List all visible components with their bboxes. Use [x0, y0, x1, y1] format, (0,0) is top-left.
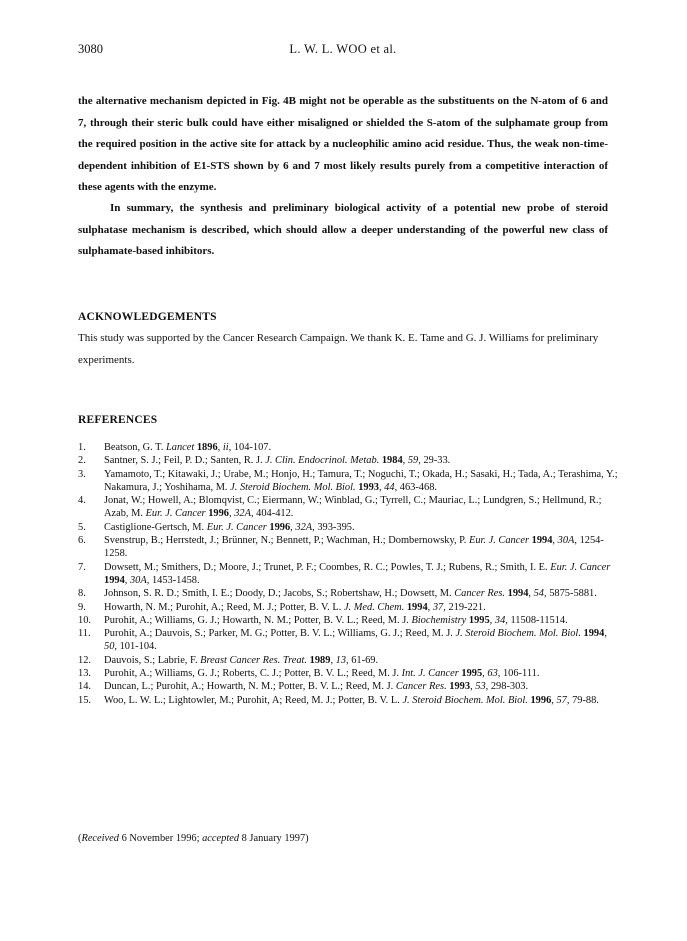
reference-number: 13.: [78, 668, 91, 680]
reference-volume: 59: [407, 455, 419, 467]
reference-journal: Lancet: [165, 442, 195, 453]
reference-journal: Eur. J. Cancer: [206, 521, 267, 533]
reference-item: 15. Woo, L. W. L.; Lightowler, M.; Purohit, A; Reed, M. J.; Potter, B. V. L. J. Steroid Biochem. Mol. Biol. 1996, 57, 79-88.: [78, 694, 599, 706]
reference-number: 11.: [78, 628, 91, 640]
reference-authors: Purohit, A.; Williams, G. J.; Howarth, N. M.; Potter, B. V. L.; Reed, M. J.: [104, 614, 409, 626]
reference-pages: 61-69.: [351, 654, 379, 666]
reference-item: 11. Purohit, A.; Dauvois, S.; Parker, M. G.; Potter, B. V. L.; Williams, G. J.; Reed, M. J. J. Steroid Biochem. Mol. Biol. 1994, 50, 101-104.: [78, 628, 607, 653]
accepted-date: 8 January: [241, 833, 282, 844]
reference-number: 2.: [78, 455, 86, 467]
reference-journal: Int. J. Cancer: [401, 668, 459, 680]
running-head: L. W. L. WOO et al.: [289, 42, 397, 56]
reference-journal: Biochemistry: [411, 614, 467, 626]
reference-number: 12.: [78, 654, 91, 666]
reference-number: 1.: [78, 442, 86, 453]
page-number: 3080: [78, 42, 103, 56]
reference-volume: 37: [432, 601, 444, 613]
reference-pages: 393-395.: [317, 521, 355, 533]
reference-journal: Eur. J. Cancer: [469, 535, 530, 547]
reference-journal: J. Med. Chem.: [343, 601, 405, 613]
reference-volume: 54: [533, 588, 544, 600]
reference-year: 1993: [449, 681, 471, 693]
received-label: Received: [81, 833, 119, 844]
reference-authors: Purohit, A.; Williams, G. J.; Roberts, C. J.; Potter, B. V. L.; Reed, M. J.: [104, 668, 400, 680]
reference-year: 1994: [104, 574, 125, 586]
received-date: 6 November 1996;: [121, 833, 200, 844]
reference-authors: Yamamoto, T.; Kitawaki, J.; Urabe, M.; Honjo, H.; Tamura, T.; Noguchi, T.; Okada, H.; Sasaki, H.; Tada, A.; Terashima, Y.; Nakamura, J.; Yoshihama, M.: [104, 468, 618, 493]
reference-authors: Beatson, G. T.: [104, 442, 164, 453]
reference-year: 1995: [468, 614, 490, 626]
reference-year: 1994: [507, 588, 529, 600]
reference-authors: Dowsett, M.; Smithers, D.; Moore, J.; Trunet, P. F.; Coombes, R. C.; Powles, T. J.; Rubens, R.; Smith, I. E.: [104, 561, 548, 573]
reference-journal: J. Steroid Biochem. Mol. Biol.: [402, 694, 528, 706]
reference-item: 2. Santner, S. J.; Feil, P. D.; Santen, R. J. J. Clin. Endocrinol. Metab. 1984, 59, 29-33.: [78, 455, 451, 467]
reference-item: 14. Duncan, L.; Purohit, A.; Howarth, N. M.; Potter, B. V. L.; Reed, M. J. Cancer Res. 1993, 53, 298-303.: [78, 681, 529, 693]
reference-year: 1996: [208, 508, 229, 520]
reference-pages: 219-221.: [448, 601, 486, 613]
reference-item: 5. Castiglione-Gertsch, M. Eur. J. Cancer 1996, 32A, 393-395.: [78, 521, 355, 533]
reference-pages: 5875-5881.: [549, 588, 597, 600]
reference-volume: ii: [222, 442, 229, 453]
reference-year: 1995: [461, 668, 483, 680]
reference-year: 1994: [531, 535, 553, 547]
reference-pages: 1254-1258.: [104, 535, 604, 560]
reference-item: 10. Purohit, A.; Williams, G. J.; Howarth, N. M.; Potter, B. V. L.; Reed, M. J. Biochemistry 1995, 34, 11508-11514.: [78, 614, 568, 626]
reference-year: 1984: [381, 455, 403, 467]
reference-volume: 63: [487, 668, 498, 680]
reference-pages: 298-303.: [490, 681, 529, 693]
reference-year: 1896: [196, 442, 218, 453]
reference-authors: Johnson, S. R. D.; Smith, I. E.; Doody, D.; Jacobs, S.; Robertshaw, H.; Dowsett, M.: [104, 588, 452, 600]
reference-authors: Purohit, A.; Dauvois, S.; Parker, M. G.; Potter, B. V. L.; Williams, G. J.; Reed, M. J.: [104, 628, 453, 640]
acknowledgements-text: This study was supported by the Cancer Research Campaign. We thank K. E. Tame and G. J. Williams for preliminary experiments.: [78, 332, 599, 366]
reference-pages: 1453-1458.: [151, 574, 200, 586]
reference-item: 8. Johnson, S. R. D.; Smith, I. E.; Doody, D.; Jacobs, S.; Robertshaw, H.; Dowsett, M. Cancer Res. 1994, 54, 5875-5881.: [78, 588, 597, 600]
reference-authors: Svenstrup, B.; Herrstedt, J.; Brünner, N.; Bennett, P.; Wachman, H.; Dombernowsky, P.: [104, 535, 467, 547]
reference-pages: 29-33.: [423, 455, 451, 467]
reference-volume: 13: [335, 654, 347, 666]
reference-pages: 106-111.: [502, 668, 540, 680]
reference-volume: 57: [556, 694, 567, 706]
reference-number: 14.: [78, 681, 91, 693]
reference-pages: 101-104.: [119, 641, 157, 653]
reference-journal: Eur. J. Cancer: [145, 508, 206, 520]
reference-journal: J. Clin. Endocrinol. Metab.: [265, 455, 380, 467]
reference-pages: 104-107.: [233, 442, 272, 453]
reference-volume: 30A: [557, 535, 575, 547]
reference-number: 7.: [78, 561, 86, 573]
reference-year: 1994: [406, 601, 428, 613]
acknowledgements-heading: ACKNOWLEDGEMENTS: [78, 311, 217, 323]
reference-pages: 11508-11514.: [510, 614, 568, 626]
page-header: [78, 42, 608, 58]
reference-authors: Duncan, L.; Purohit, A.; Howarth, N. M.; Potter, B. V. L.; Reed, M. J.: [104, 681, 394, 693]
received-line: (Received 6 November 1996; accepted 8 January 1997): [78, 833, 309, 844]
reference-authors: Howarth, N. M.; Purohit, A.; Reed, M. J.; Potter, B. V. L.: [104, 601, 342, 613]
reference-number: 5.: [78, 521, 86, 533]
reference-number: 10.: [78, 614, 91, 626]
reference-item: 7. Dowsett, M.; Smithers, D.; Moore, J.; Trunet, P. F.; Coombes, R. C.; Powles, T. J.; Rubens, R.; Smith, I. E. Eur. J. Cancer 1994, 30A, 1453-1458.: [78, 561, 611, 586]
reference-year: 1996: [269, 521, 291, 533]
reference-volume: 50: [104, 641, 115, 653]
reference-authors: Dauvois, S.; Labrie, F.: [104, 654, 198, 666]
reference-volume: 34: [494, 614, 506, 626]
reference-authors: Santner, S. J.; Feil, P. D.; Santen, R. J.: [104, 455, 263, 467]
reference-list: [78, 441, 618, 707]
reference-item: 13. Purohit, A.; Williams, G. J.; Roberts, C. J.; Potter, B. V. L.; Reed, M. J. Int. J. Cancer 1995, 63, 106-111.: [78, 668, 540, 680]
reference-number: 6.: [78, 535, 86, 547]
reference-item: 6. Svenstrup, B.; Herrstedt, J.; Brünner, N.; Bennett, P.; Wachman, H.; Dombernowsky, P. Eur. J. Cancer 1994, 30A, 1254-1258.: [78, 535, 604, 560]
reference-number: 3.: [78, 468, 86, 480]
reference-journal: Cancer Res.: [454, 588, 506, 600]
reference-volume: 44: [384, 481, 395, 493]
reference-item: 12. Dauvois, S.; Labrie, F. Breast Cancer Res. Treat. 1989, 13, 61-69.: [78, 654, 379, 666]
accepted-year: 1997: [284, 833, 306, 844]
reference-authors: Jonat, W.; Howell, A.; Blomqvist, C.; Eiermann, W.; Winblad, G.; Tyrrell, C.; Mauriac, L.; Lundgren, S.; Hellmund, R.; Azab, M.: [104, 495, 602, 520]
body-paragraph-1: the alternative mechanism depicted in Fig. 4B might not be operable as the substituents on the N-atom of 6 and 7, through their steric bulk could have either misaligned or shielded the S-atom of the sulphamate group from the required position in the active site for attack by a nucleophilic amino acid residue. Thus, the weak non-time-dependent inhibition of E1-STS shown by 6 and 7 most likely results purely from a competitive interaction of these agents with the enzyme.: [78, 95, 608, 193]
reference-item: 4. Jonat, W.; Howell, A.; Blomqvist, C.; Eiermann, W.; Winblad, G.; Tyrrell, C.; Mauriac, L.; Lundgren, S.; Hellmund, R.; Azab, M. Eur. J. Cancer 1996, 32A, 404-412.: [78, 495, 602, 520]
reference-year: 1989: [309, 654, 331, 666]
reference-authors: Woo, L. W. L.; Lightowler, M.; Purohit, A; Reed, M. J.; Potter, B. V. L.: [104, 694, 400, 706]
reference-item: 3. Yamamoto, T.; Kitawaki, J.; Urabe, M.; Honjo, H.; Tamura, T.; Noguchi, T.; Okada, H.; Sasaki, H.; Tada, A.; Terashima, Y.; Nakamura, J.; Yoshihama, M. J. Steroid Biochem. Mol. Biol. 1993, 44, 463-468.: [78, 468, 618, 493]
reference-year: 1996: [530, 694, 552, 706]
reference-volume: 30A: [129, 574, 147, 586]
reference-item: 1. Beatson, G. T. Lancet 1896, ii, 104-107.: [78, 442, 272, 453]
reference-number: 15.: [78, 694, 91, 706]
reference-number: 8.: [78, 588, 86, 600]
reference-volume: 32A: [234, 508, 251, 520]
reference-journal: J. Steroid Biochem. Mol. Biol.: [230, 481, 356, 493]
reference-number: 4.: [78, 495, 86, 507]
accepted-label: accepted: [202, 833, 240, 844]
reference-volume: 53: [475, 681, 486, 693]
reference-journal: Breast Cancer Res. Treat.: [200, 654, 308, 666]
reference-year: 1994: [583, 628, 605, 640]
reference-journal: Eur. J. Cancer: [550, 561, 611, 573]
reference-authors: Castiglione-Gertsch, M.: [104, 521, 205, 533]
body-paragraph-2: In summary, the synthesis and preliminary biological activity of a potential new probe of steroid sulphatase mechanism is described, which should allow a deeper understanding of the powerful new class of sulphamate-based inhibitors.: [78, 202, 608, 257]
reference-volume: 32A: [295, 521, 313, 533]
reference-journal: Cancer Res.: [395, 681, 447, 693]
reference-year: 1993: [358, 481, 379, 493]
reference-number: 9.: [78, 601, 86, 613]
references-heading: REFERENCES: [78, 414, 158, 426]
reference-pages: 404-412.: [256, 508, 294, 520]
reference-pages: 79-88.: [572, 694, 599, 706]
reference-journal: J. Steroid Biochem. Mol. Biol.: [455, 628, 581, 640]
reference-pages: 463-468.: [399, 481, 437, 493]
reference-item: 9. Howarth, N. M.; Purohit, A.; Reed, M. J.; Potter, B. V. L. J. Med. Chem. 1994, 37, 219-221.: [78, 601, 486, 613]
